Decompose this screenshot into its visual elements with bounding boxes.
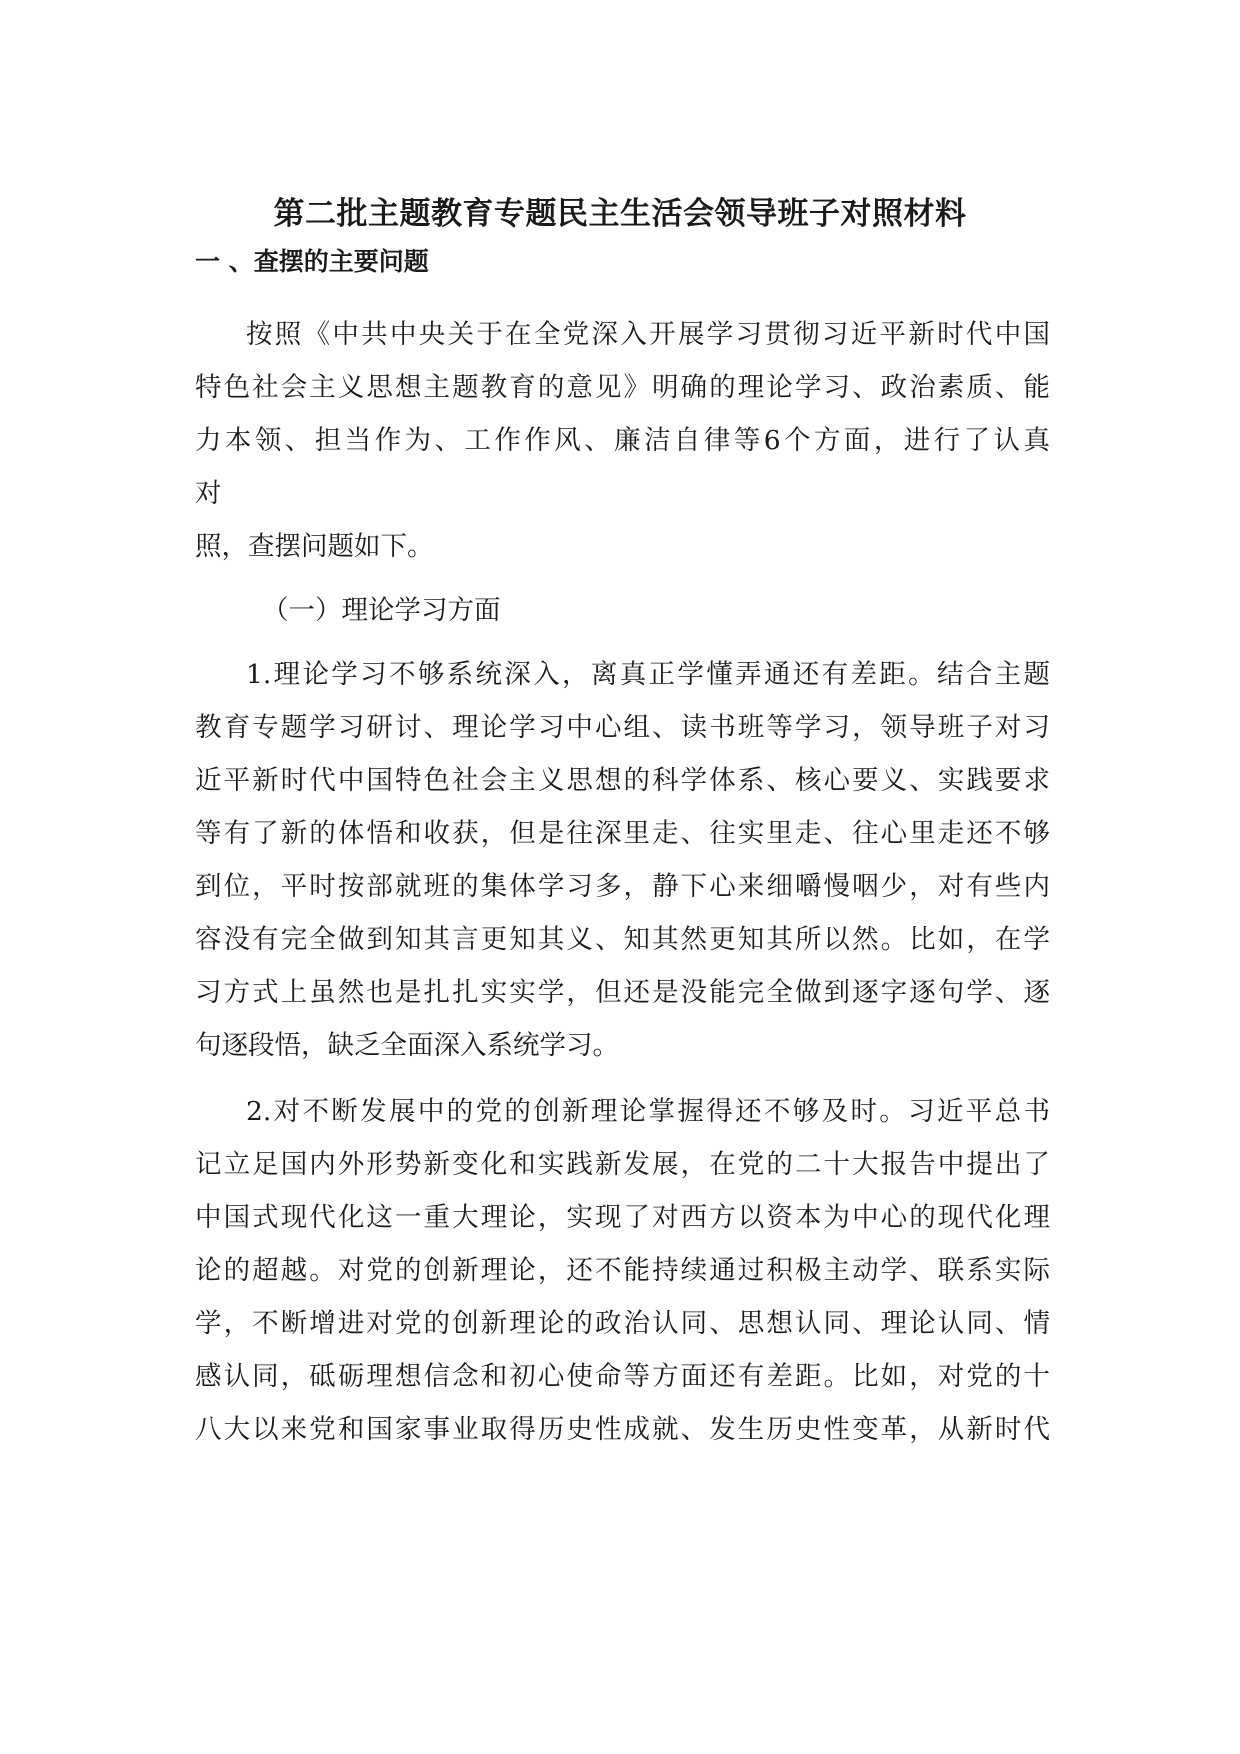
paragraph-line: 论的超越。对党的创新理论，还不能持续通过积极主动学、联系实际: [195, 1255, 1050, 1286]
paragraph-line: 特色社会主义思想主题教育的意见》明确的理论学习、政治素质、能: [195, 372, 1050, 403]
paragraph-line: 到位，平时按部就班的集体学习多，静下心来细嚼慢咽少，对有些内: [195, 871, 1050, 902]
paragraph-line: 2.对不断发展中的党的创新理论掌握得还不够及时。习近平总书: [246, 1096, 1050, 1127]
paragraph-line: 对: [195, 478, 222, 509]
paragraph-line: 中国式现代化这一重大理论，实现了对西方以资本为中心的现代化理: [195, 1202, 1050, 1233]
paragraph-line: 近平新时代中国特色社会主义思想的科学体系、核心要义、实践要求: [195, 765, 1050, 796]
paragraph-line: 照，查摆问题如下。: [195, 531, 434, 562]
document-title: 第二批主题教育专题民主生活会领导班子对照材料: [273, 196, 967, 232]
section-heading: 一 、查摆的主要问题: [195, 247, 429, 276]
paragraph-line: 学，不断增进对党的创新理论的政治认同、思想认同、理论认同、情: [195, 1308, 1050, 1339]
paragraph-line: 按照《中共中央关于在全党深入开展学习贯彻习近平新时代中国: [246, 319, 1050, 350]
paragraph-line: 教育专题学习研讨、理论学习中心组、读书班等学习，领导班子对习: [195, 712, 1050, 743]
paragraph-line: 容没有完全做到知其言更知其义、知其然更知其所以然。比如，在学: [195, 924, 1050, 955]
paragraph-line: 力本领、担当作为、工作作风、廉洁自律等6个方面，进行了认真: [195, 425, 1050, 456]
paragraph-line: 1.理论学习不够系统深入，离真正学懂弄通还有差距。结合主题: [246, 659, 1050, 690]
subsection-heading: （一）理论学习方面: [262, 595, 501, 626]
paragraph-line: 记立足国内外形势新变化和实践新发展，在党的二十大报告中提出了: [195, 1149, 1050, 1180]
paragraph-line: 等有了新的体悟和收获，但是往深里走、往实里走、往心里走还不够: [195, 818, 1050, 849]
paragraph-line: 感认同，砥砺理想信念和初心使命等方面还有差距。比如，对党的十: [195, 1361, 1050, 1392]
paragraph-line: 句逐段悟，缺乏全面深入系统学习。: [195, 1030, 619, 1061]
paragraph-line: 习方式上虽然也是扎扎实实学，但还是没能完全做到逐字逐句学、逐: [195, 977, 1050, 1008]
paragraph-line: 八大以来党和国家事业取得历史性成就、发生历史性变革，从新时代: [195, 1414, 1050, 1445]
